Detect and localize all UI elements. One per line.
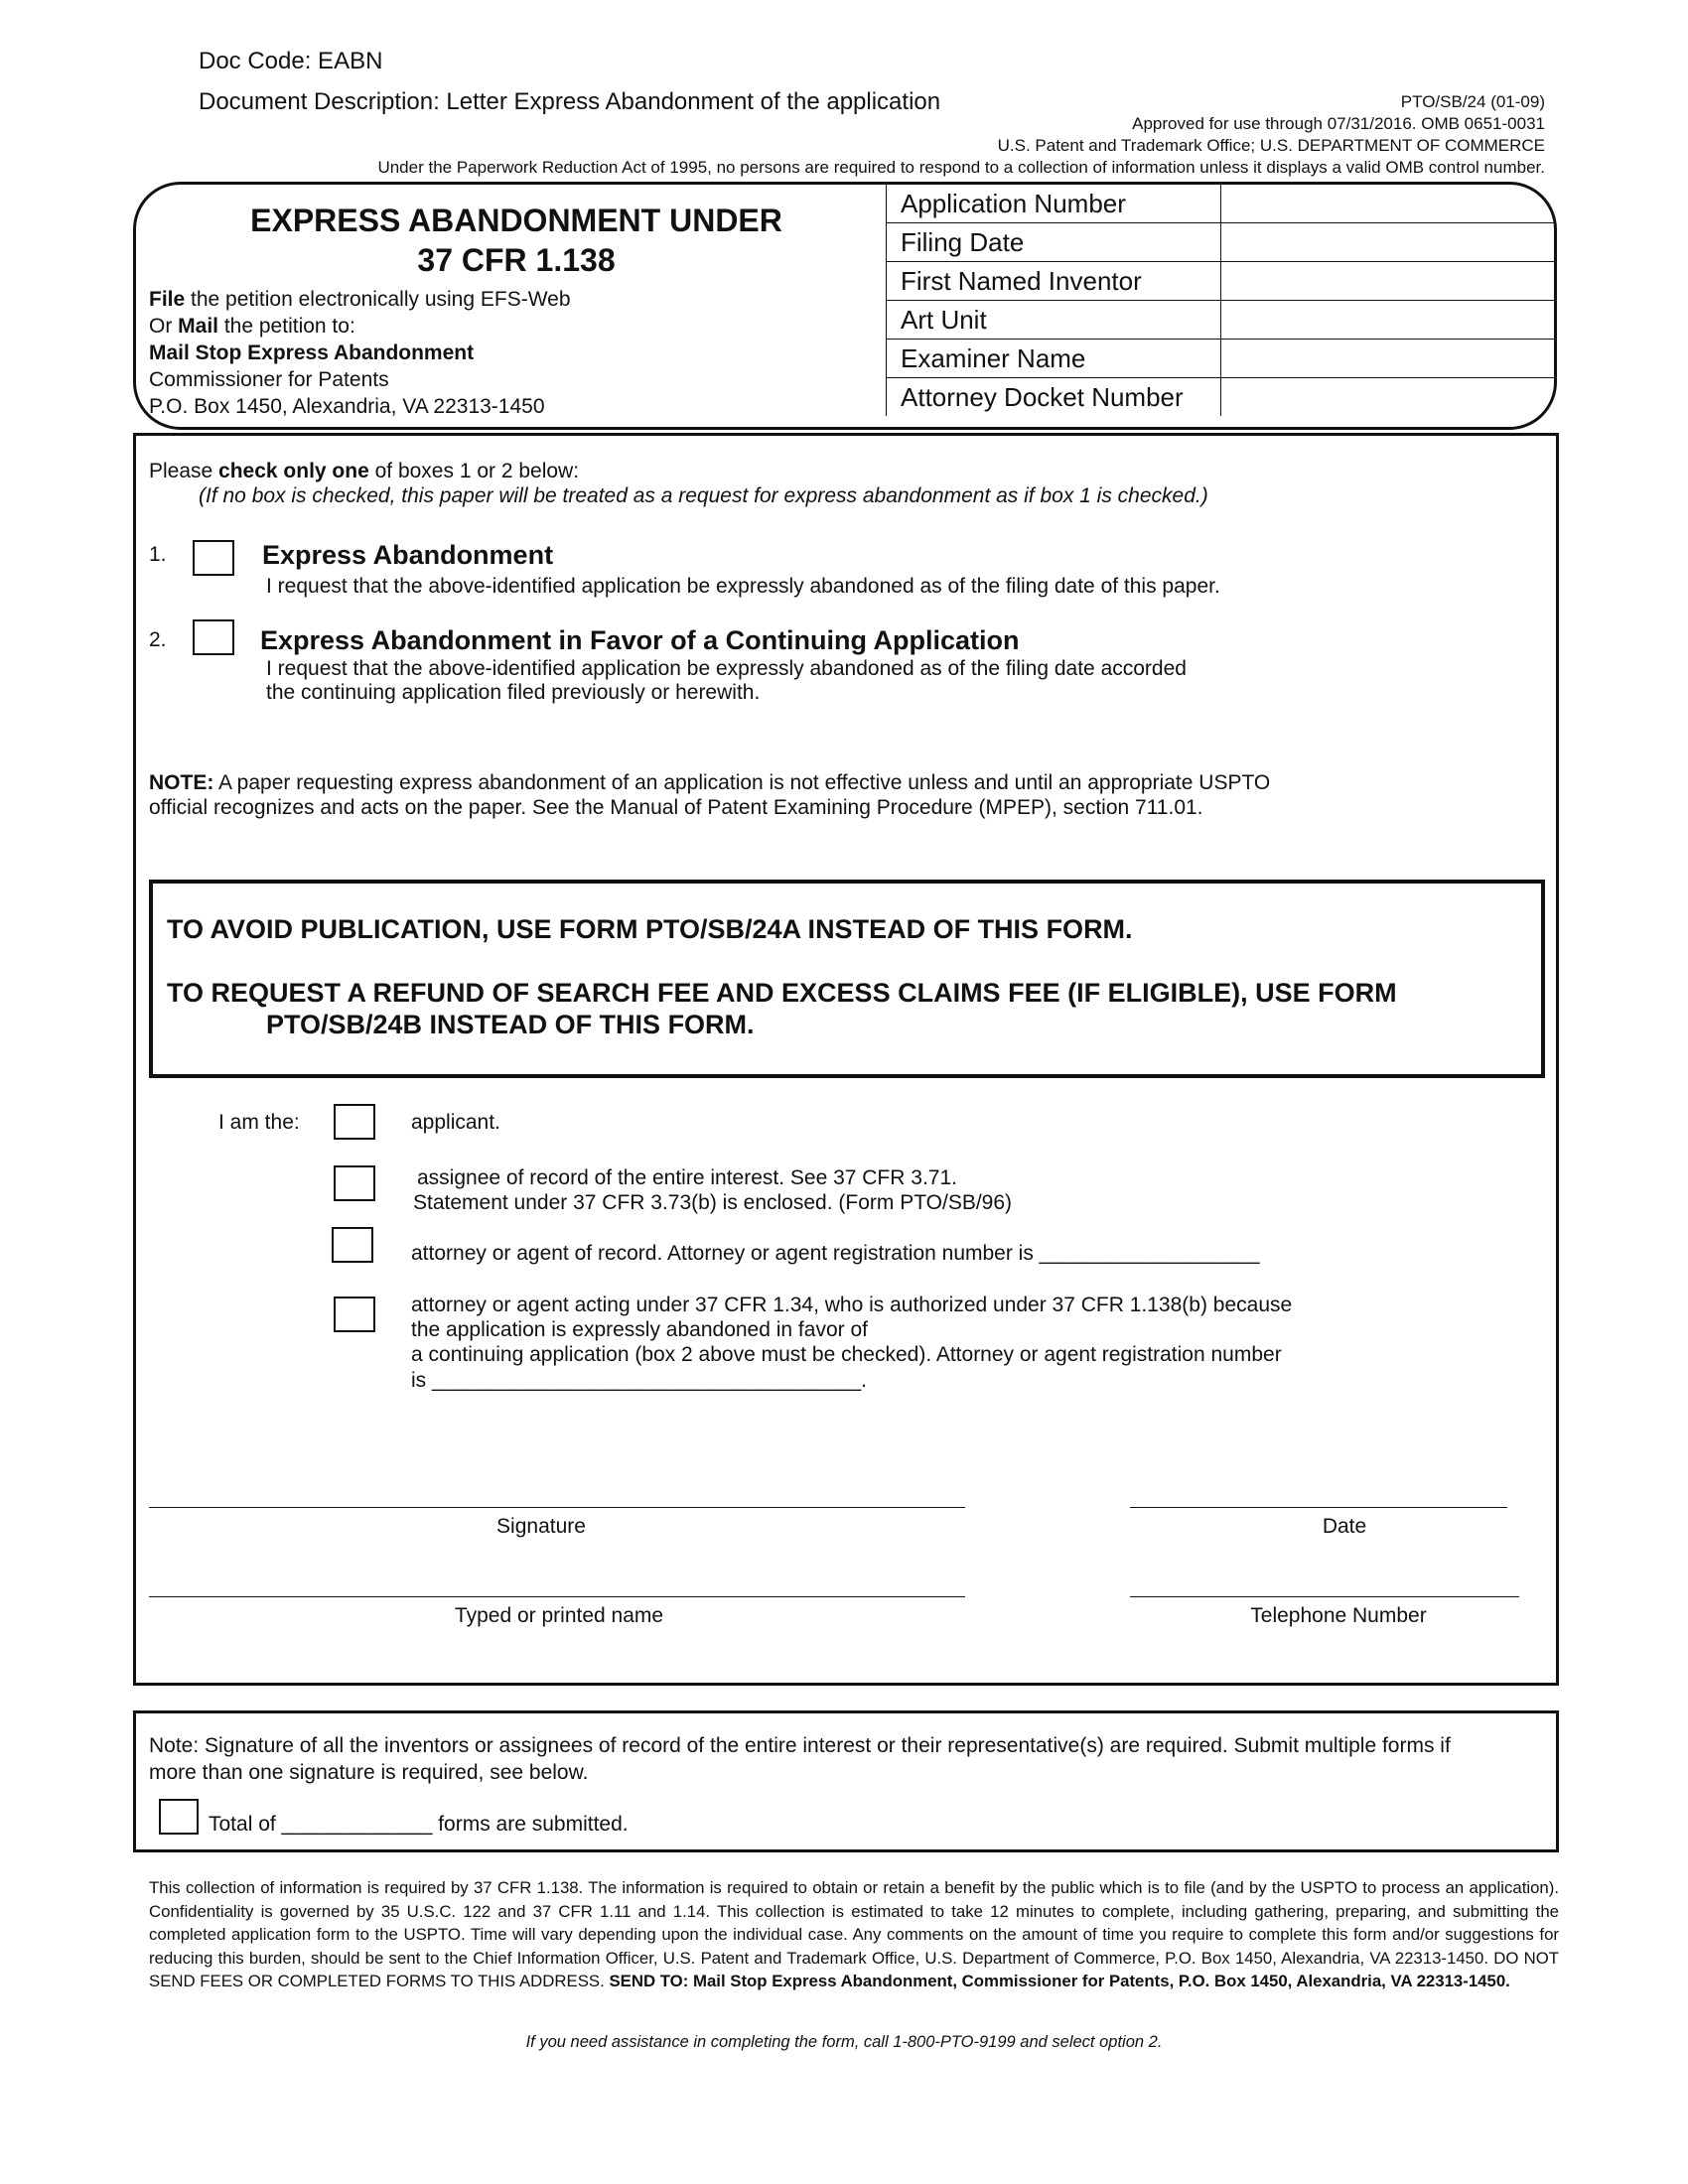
instructions-bold: check only one: [218, 460, 369, 482]
form-title-line2: 37 CFR 1.138: [417, 242, 616, 278]
omb-approval: Approved for use through 07/31/2016. OMB 0651-0031: [1132, 114, 1545, 133]
field-row: [887, 340, 1556, 378]
art-unit-label: Art Unit: [887, 301, 1221, 340]
avoid-publication-warning: TO AVOID PUBLICATION, USE FORM PTO/SB/24A INSTEAD OF THIS FORM.: [167, 914, 1133, 944]
attorney-of-record-checkbox[interactable]: [332, 1227, 373, 1263]
attorney-acting-line2: the application is expressly abandoned in favor of: [411, 1318, 868, 1341]
attorney-acting-line1: attorney or agent acting under 37 CFR 1.34, who is authorized under 37 CFR 1.138(b) because: [411, 1294, 1293, 1316]
application-number-label: Application Number: [887, 185, 1221, 223]
form-number: PTO/SB/24 (01-09): [1400, 92, 1545, 111]
examiner-name-label: Examiner Name: [887, 340, 1221, 378]
assignee-label-line1: assignee of record of the entire interest. See 37 CFR 3.71.: [417, 1166, 957, 1189]
mail-text: the petition to:: [218, 315, 355, 338]
burden-statement: [149, 1876, 1559, 1993]
application-info-table: [886, 185, 1555, 416]
refund-warning-line1: TO REQUEST A REFUND OF SEARCH FEE AND EXCESS CLAIMS FEE (IF ELIGIBLE), USE FORM: [167, 978, 1397, 1008]
signature-caption: Signature: [496, 1515, 586, 1538]
first-named-inventor-input[interactable]: [1221, 262, 1556, 301]
option-1-text: I request that the above-identified application be expressly abandoned as of the filing date of this paper.: [266, 575, 1220, 598]
attorney-acting-checkbox[interactable]: [334, 1297, 375, 1332]
doc-code: Doc Code: EABN: [199, 48, 383, 74]
paperwork-notice: Under the Paperwork Reduction Act of 1995, no persons are required to respond to a collection of information unless it displays a valid OMB control number.: [377, 158, 1545, 177]
attorney-acting-line4: is _____________________________________.: [411, 1369, 867, 1392]
option-2-text-line1: I request that the above-identified application be expressly abandoned as of the filing date accorded: [266, 657, 1187, 680]
express-abandonment-checkbox[interactable]: [193, 540, 234, 576]
option-1-number: 1.: [149, 543, 167, 566]
continuing-application-checkbox[interactable]: [193, 619, 234, 655]
attorney-docket-number-label: Attorney Docket Number: [887, 378, 1221, 417]
total-forms-checkbox[interactable]: [159, 1799, 199, 1835]
first-named-inventor-label: First Named Inventor: [887, 262, 1221, 301]
filing-date-label: Filing Date: [887, 223, 1221, 262]
attorney-acting-line3: a continuing application (box 2 above must be checked). Attorney or agent registration number: [411, 1343, 1282, 1366]
art-unit-input[interactable]: [1221, 301, 1556, 340]
option-1-title: Express Abandonment: [262, 540, 554, 570]
examiner-name-input[interactable]: [1221, 340, 1556, 378]
signature-line[interactable]: [149, 1507, 965, 1508]
commissioner: Commissioner for Patents: [149, 368, 389, 391]
applicant-label: applicant.: [411, 1111, 500, 1134]
note-label: NOTE:: [149, 771, 214, 794]
field-row: [887, 223, 1556, 262]
refund-warning-line2: PTO/SB/24B INSTEAD OF THIS FORM.: [266, 1010, 755, 1039]
telephone-line[interactable]: [1130, 1596, 1519, 1597]
mail-label: Mail: [178, 315, 219, 338]
field-row: [887, 378, 1556, 417]
po-box: P.O. Box 1450, Alexandria, VA 22313-1450: [149, 395, 545, 418]
assignee-label-line2: Statement under 37 CFR 3.73(b) is enclosed. (Form PTO/SB/96): [413, 1191, 1013, 1214]
applicant-checkbox[interactable]: [334, 1104, 375, 1140]
date-line[interactable]: [1130, 1507, 1507, 1508]
form-title: [169, 201, 864, 280]
default-box-note: (If no box is checked, this paper will be treated as a request for express abandonment as if box 1 is checked.): [199, 484, 1208, 507]
field-row: [887, 185, 1556, 223]
date-caption: Date: [1322, 1515, 1367, 1538]
application-number-input[interactable]: [1221, 185, 1556, 223]
check-instructions: [149, 459, 579, 483]
form-title-line1: EXPRESS ABANDONMENT UNDER: [250, 203, 782, 238]
assignee-checkbox[interactable]: [334, 1165, 375, 1201]
option-2-text-line2: the continuing application filed previously or herewith.: [266, 681, 761, 704]
file-text: the petition electronically using EFS-Web: [185, 288, 571, 311]
assistance-note: If you need assistance in completing the form, call 1-800-PTO-9199 and select option 2.: [525, 2033, 1163, 2051]
option-2-number: 2.: [149, 628, 167, 651]
agency: U.S. Patent and Trademark Office; U.S. DEPARTMENT OF COMMERCE: [997, 136, 1545, 155]
i-am-label: I am the:: [218, 1111, 300, 1134]
field-row: [887, 262, 1556, 301]
option-2-title: Express Abandonment in Favor of a Continuing Application: [260, 625, 1020, 655]
typed-name-line[interactable]: [149, 1596, 965, 1597]
burden-text: This collection of information is required by 37 CFR 1.138. The information is required to obtain or retain a benefit by the public which is to file (and by the USPTO to process an application). Confidentiality is governed by 35 U.S.C. 122 and 37 CFR 1.11 and 1.14. This collection is estimated to take 12 minutes to complete, including gathering, preparing, and submitting the completed application form to the USPTO. Time will vary depending upon the individual case. Any comments on the amount of time you require to complete this form and/or suggestions for reducing this burden, should be sent to the Chief Information Officer, U.S. Patent and Trademark Office, U.S. Department of Commerce, P.O. Box 1450, Alexandria, VA 22313-1450. DO NOT SEND FEES OR COMPLETED FORMS TO THIS ADDRESS.: [149, 1878, 1559, 1990]
mail-stop: Mail Stop Express Abandonment: [149, 341, 475, 364]
total-forms-label: Total of _____________ forms are submitted.: [209, 1813, 629, 1836]
mailing-address: [149, 286, 571, 420]
attorney-docket-number-input[interactable]: [1221, 378, 1556, 417]
send-to-address: SEND TO: Mail Stop Express Abandonment, Commissioner for Patents, P.O. Box 1450, Alexandria, VA 22313-1450.: [609, 1972, 1510, 1990]
instructions-pre: Please: [149, 460, 219, 482]
note-text: A paper requesting express abandonment of an application is not effective unless and until an appropriate USPTO: [213, 771, 1271, 794]
attorney-of-record-label: attorney or agent of record. Attorney or agent registration number is ___________________: [411, 1242, 1260, 1265]
doc-description: Document Description: Letter Express Abandonment of the application: [199, 88, 941, 115]
instructions-post: of boxes 1 or 2 below:: [368, 460, 580, 482]
typed-name-caption: Typed or printed name: [454, 1604, 664, 1627]
telephone-caption: Telephone Number: [1250, 1604, 1427, 1627]
signature-note-line1: Note: Signature of all the inventors or assignees of record of the entire interest or their representative(s) are required. Submit multiple forms if: [149, 1734, 1451, 1757]
field-row: [887, 301, 1556, 340]
note-line1: [149, 770, 1270, 795]
signature-note-line2: more than one signature is required, see below.: [149, 1761, 589, 1784]
note-line2: official recognizes and acts on the paper. See the Manual of Patent Examining Procedure (MPEP), section 711.01.: [149, 796, 1203, 819]
filing-date-input[interactable]: [1221, 223, 1556, 262]
mail-pre: Or: [149, 315, 179, 338]
file-label: File: [149, 288, 186, 311]
